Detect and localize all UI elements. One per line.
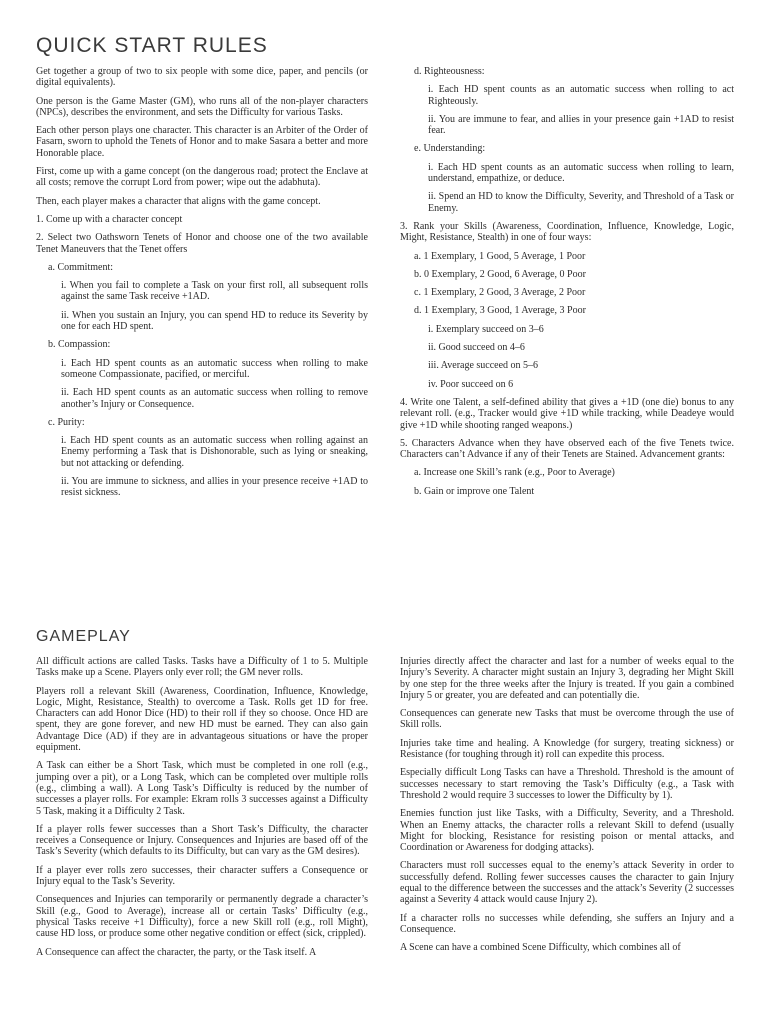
paragraph: If a player ever rolls zero successes, their character suffers a Consequence or Injury equal to the Task’s Severity. bbox=[36, 864, 368, 888]
paragraph: i. Each HD spent counts as an automatic success when rolling to make someone Compassionate, pacified, or merciful. bbox=[61, 357, 368, 380]
paragraph: c. 1 Exemplary, 2 Good, 3 Average, 2 Poor bbox=[414, 287, 586, 299]
paragraph: If a character rolls no successes while defending, she suffers an Injury and a Consequence. bbox=[400, 912, 734, 935]
paragraph: iv. Poor succeed on 6 bbox=[428, 378, 514, 390]
paragraph: 5. Characters Advance when they have observed each of the five Tenets twice. Characters can’t Advance if any of their Tenets are Stained. Advancement grants: bbox=[400, 437, 734, 461]
paragraph: Characters must roll successes equal to the enemy’s attack Severity in order to successfully defend. Rolling fewer successes causes the character to gain Injury equal to the difference between the successes and the attack’s Severity (2 successes against a Severity 4 attack would cause Injury 2). bbox=[400, 860, 734, 906]
paragraph: ii. When you sustain an Injury, you can spend HD to reduce its Severity by one for each HD spent. bbox=[61, 309, 368, 333]
paragraph: Consequences and Injuries can temporarily or permanently degrade a character’s Skill (e.g., Good to Average), increase all or certain Tasks’ Difficulty (e.g., physical Tasks receive +1 Difficulty), force a new Skill roll (e.g., roll Might), cause HD loss, or produce some other negative condition or effect (sick, crippled). bbox=[36, 894, 368, 940]
paragraph: 3. Rank your Skills (Awareness, Coordination, Influence, Knowledge, Logic, Might, Resistance, Stealth) in one of four ways: bbox=[400, 220, 734, 244]
paragraph: i. Each HD spent counts as an automatic success when rolling against an Enemy performing a Task that is Dishonorable, such as lying or sneaking, but not attacking or defending. bbox=[61, 435, 368, 469]
paragraph: Then, each player makes a character that aligns with the game concept. bbox=[36, 195, 321, 207]
paragraph: c. Purity: bbox=[48, 416, 85, 428]
paragraph: First, come up with a game concept (on the dangerous road; protect the Enclave at all costs; remove the corrupt Lord from power; wipe out the adabhuta). bbox=[36, 166, 368, 189]
paragraph: Consequences can generate new Tasks that must be overcome through the use of Skill rolls. bbox=[400, 708, 734, 731]
paragraph: ii. Good succeed on 4–6 bbox=[428, 342, 525, 354]
paragraph: Each other person plays one character. This character is an Arbiter of the Order of Fasarn, sworn to uphold the Tenets of Honor and to make Sasara a better and more Honorable place. bbox=[36, 125, 368, 159]
paragraph: Enemies function just like Tasks, with a Difficulty, Severity, and a Threshold. When an Enemy attacks, the character rolls a relevant Skill to defend (usually Might for blocking, Resistance for resisting poison or mental attacks, and Coordination or Awareness for dodging attacks). bbox=[400, 808, 734, 854]
paragraph: A Scene can have a combined Scene Difficulty, which combines all of bbox=[400, 942, 681, 954]
paragraph: Especially difficult Long Tasks can have a Threshold. Threshold is the amount of successes necessary to start removing the Task’s Difficulty (e.g., a Task with Threshold 2 would require 3 successes to lower the Difficulty by 1). bbox=[400, 767, 734, 801]
paragraph: b. Gain or improve one Talent bbox=[414, 485, 535, 497]
paragraph: a. Commitment: bbox=[48, 261, 113, 273]
paragraph: e. Understanding: bbox=[414, 143, 486, 155]
paragraph: A Consequence can affect the character, the party, or the Task itself. A bbox=[36, 946, 317, 958]
gameplay-heading: GAMEPLAY bbox=[36, 628, 131, 645]
paragraph: Injuries take time and healing. A Knowledge (for surgery, treating sickness) or Resistance (for toughing through it) roll can expedite this process. bbox=[400, 737, 734, 761]
paragraph: i. Each HD spent counts as an automatic success when rolling to act Righteously. bbox=[428, 84, 734, 107]
paragraph: Players roll a relevant Skill (Awareness, Coordination, Influence, Knowledge, Logic, Might, Resistance, Stealth) to overcome a Task. Rolls get 1D for free. Characters can add Honor Dice (HD) to their roll if they so choose. Once HD are spent, they are gone forever, and new HD must be earned. They can also gain Advantage Dice (AD) if they are in advantageous situations or have the proper equipment. bbox=[36, 685, 368, 754]
paragraph: iii. Average succeed on 5–6 bbox=[428, 360, 539, 372]
quick-start-right-column bbox=[400, 66, 734, 504]
paragraph: A Task can either be a Short Task, which must be completed in one roll (e.g., jumping over a pit), or a Long Task, which can be completed over multiple rolls (e.g., climbing a wall). A Long Task’s Difficulty is reduced by the number of successes a player rolls. For example: Ekram rolls 3 successes against a Difficulty 5 Task, making it a Difficulty 2 Task. bbox=[36, 760, 368, 817]
paragraph: ii. Spend an HD to know the Difficulty, Severity, and Threshold of a Task or Enemy. bbox=[428, 191, 734, 214]
paragraph: a. Increase one Skill’s rank (e.g., Poor to Average) bbox=[414, 467, 615, 479]
paragraph: d. 1 Exemplary, 3 Good, 1 Average, 3 Poor bbox=[414, 305, 586, 317]
paragraph: ii. Each HD spent counts as an automatic success when rolling to remove another’s Injury or Consequence. bbox=[61, 387, 368, 410]
paragraph: i. Each HD spent counts as an automatic success when rolling to learn, understand, empathize, or deduce. bbox=[428, 161, 734, 185]
paragraph: b. Compassion: bbox=[48, 339, 111, 351]
paragraph: 4. Write one Talent, a self-defined ability that gives a +1D (one die) bonus to any relevant roll. (e.g., Tracker would give +1D while tracking, while Deadeye would give +1D while shooting ranged weapons.) bbox=[400, 396, 734, 431]
paragraph: 1. Come up with a character concept bbox=[36, 213, 183, 225]
page-title: QUICK START RULES bbox=[36, 34, 268, 57]
paragraph: All difficult actions are called Tasks. Tasks have a Difficulty of 1 to 5. Multiple Tasks make up a Scene. Players only ever roll; the GM never rolls. bbox=[36, 656, 368, 679]
paragraph: ii. You are immune to fear, and allies in your presence gain +1AD to resist fear. bbox=[428, 113, 734, 137]
paragraph: i. When you fail to complete a Task on your first roll, all subsequent rolls against the same Task receive +1AD. bbox=[61, 280, 368, 303]
paragraph: 2. Select two Oathsworn Tenets of Honor and choose one of the two available Tenet Maneuvers that the Tenet offers bbox=[36, 232, 368, 255]
gameplay-left-column bbox=[36, 656, 368, 965]
paragraph: Injuries directly affect the character and last for a number of weeks equal to the Injury’s Severity. A character might sustain an Injury 3, degrading her Might Skill by one step for the three weeks after the Injury is treated. If you gain a combined Injury 5 or greater, you are defeated and can potentially die. bbox=[400, 656, 734, 701]
paragraph: b. 0 Exemplary, 2 Good, 6 Average, 0 Poor bbox=[414, 268, 586, 280]
paragraph: ii. You are immune to sickness, and allies in your presence receive +1AD to resist sickness. bbox=[61, 476, 368, 499]
paragraph: Get together a group of two to six people with some dice, paper, and pencils (or digital equivalents). bbox=[36, 66, 368, 89]
gameplay-right-column bbox=[400, 656, 734, 961]
quick-start-left-column bbox=[36, 66, 368, 506]
paragraph: One person is the Game Master (GM), who runs all of the non-player characters (NPCs), describes the environment, and sets the Difficulty for various Tasks. bbox=[36, 95, 368, 118]
paragraph: If a player rolls fewer successes than a Short Task’s Difficulty, the character receives a Consequence or Injury. Consequences and Injuries are based off of the Task’s Severity (which defaults to its Difficulty, but can vary as the GM desires). bbox=[36, 823, 368, 858]
paragraph: i. Exemplary succeed on 3–6 bbox=[428, 323, 544, 335]
paragraph: a. 1 Exemplary, 1 Good, 5 Average, 1 Poor bbox=[414, 250, 586, 262]
paragraph: d. Righteousness: bbox=[414, 66, 485, 77]
